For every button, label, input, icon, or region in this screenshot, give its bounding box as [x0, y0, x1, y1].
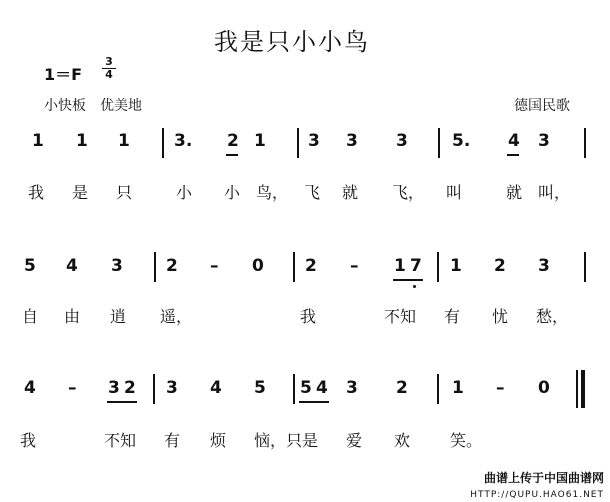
key-signature: 1＝F: [44, 65, 83, 84]
lyric: 忧: [492, 307, 509, 326]
bar-line: [584, 128, 586, 158]
note: 1: [394, 256, 406, 276]
note: 3: [308, 131, 320, 151]
lyric: 我: [28, 183, 45, 202]
note: 5: [254, 378, 266, 398]
note: 3: [111, 256, 123, 276]
lower-octave-dot: [413, 285, 416, 288]
lyric: 欢: [394, 431, 411, 450]
note: 3: [166, 378, 178, 398]
lyric: 小: [224, 183, 241, 202]
bar-line: [293, 374, 295, 404]
lyric: 有: [164, 431, 181, 450]
note: 4: [316, 378, 328, 398]
lyric: 飞，: [392, 183, 425, 202]
note: 3: [346, 131, 358, 151]
note: 4: [66, 256, 78, 276]
lyric: 笑。: [450, 431, 483, 450]
note: 5: [24, 256, 36, 276]
lyric: 我: [300, 307, 317, 326]
note: –: [68, 378, 77, 398]
note: 3.: [174, 131, 193, 151]
time-numerator: 3: [105, 55, 113, 68]
song-origin: 德国民歌: [514, 98, 570, 114]
lyric: 自: [22, 307, 39, 326]
watermark-url: HTTP://QUPU.HAO61.NET: [470, 490, 604, 500]
note: 3: [346, 378, 358, 398]
time-signature: [102, 57, 116, 80]
bar-line: [153, 374, 155, 404]
note: 1: [254, 131, 266, 151]
note: 1: [76, 131, 88, 151]
eighth-underline: [107, 401, 137, 403]
lyric: 鸟，: [256, 183, 289, 202]
note: 1: [452, 378, 464, 398]
note: 2: [396, 378, 408, 398]
lyric: 遥，: [160, 307, 193, 326]
note: 3: [538, 256, 550, 276]
note: –: [210, 256, 219, 276]
note: –: [350, 256, 359, 276]
bar-line: [437, 374, 439, 404]
note: 3: [108, 378, 120, 398]
note: 2: [494, 256, 506, 276]
note: –: [496, 378, 505, 398]
note: 1: [118, 131, 130, 151]
time-denominator: 4: [105, 68, 113, 81]
lyric: 是: [72, 183, 89, 202]
final-bar-thin: [576, 370, 578, 408]
note: 2: [166, 256, 178, 276]
eighth-underline: [299, 401, 329, 403]
note: 7: [410, 256, 422, 276]
eighth-underline: [226, 154, 238, 156]
note: 4: [210, 378, 222, 398]
note: 4: [24, 378, 36, 398]
note: 5: [300, 378, 312, 398]
lyric: 叫: [446, 183, 463, 202]
lyric: 不知: [384, 307, 417, 326]
bar-line: [584, 252, 586, 282]
note: 2: [305, 256, 317, 276]
note: 1: [32, 131, 44, 151]
lyric: 爱: [346, 431, 363, 450]
note: 2: [124, 378, 136, 398]
lyric: 我: [20, 431, 37, 450]
bar-line: [154, 252, 156, 282]
note: 3: [538, 131, 550, 151]
note: 1: [450, 256, 462, 276]
note: 5.: [452, 131, 471, 151]
lyric: 叫，: [538, 183, 571, 202]
lyric: 烦: [210, 431, 227, 450]
note: 3: [396, 131, 408, 151]
eighth-underline: [507, 154, 519, 156]
lyric: 有: [444, 307, 461, 326]
bar-line: [297, 128, 299, 158]
lyric: 由: [64, 307, 81, 326]
bar-line: [162, 128, 164, 158]
note: 4: [508, 131, 520, 151]
bar-line: [293, 252, 295, 282]
eighth-underline: [393, 279, 423, 281]
song-title: 我是只小小鸟: [214, 28, 370, 56]
lyric: 恼，: [254, 431, 287, 450]
lyric: 只是: [286, 431, 319, 450]
final-bar-thick: [581, 370, 585, 408]
watermark-text: 曲谱上传于中国曲谱网: [483, 471, 604, 485]
bar-line: [438, 128, 440, 158]
lyric: 小: [176, 183, 193, 202]
note: 0: [252, 256, 264, 276]
lyric: 就: [506, 183, 523, 202]
lyric: 飞: [304, 183, 321, 202]
bar-line: [437, 252, 439, 282]
lyric: 愁，: [536, 307, 569, 326]
note: 0: [538, 378, 550, 398]
lyric: 不知: [104, 431, 137, 450]
lyric: 逍: [110, 307, 127, 326]
lyric: 就: [342, 183, 359, 202]
tempo-marking: 小快板 优美地: [44, 98, 142, 114]
note: 2: [227, 131, 239, 151]
lyric: 只: [116, 183, 133, 202]
